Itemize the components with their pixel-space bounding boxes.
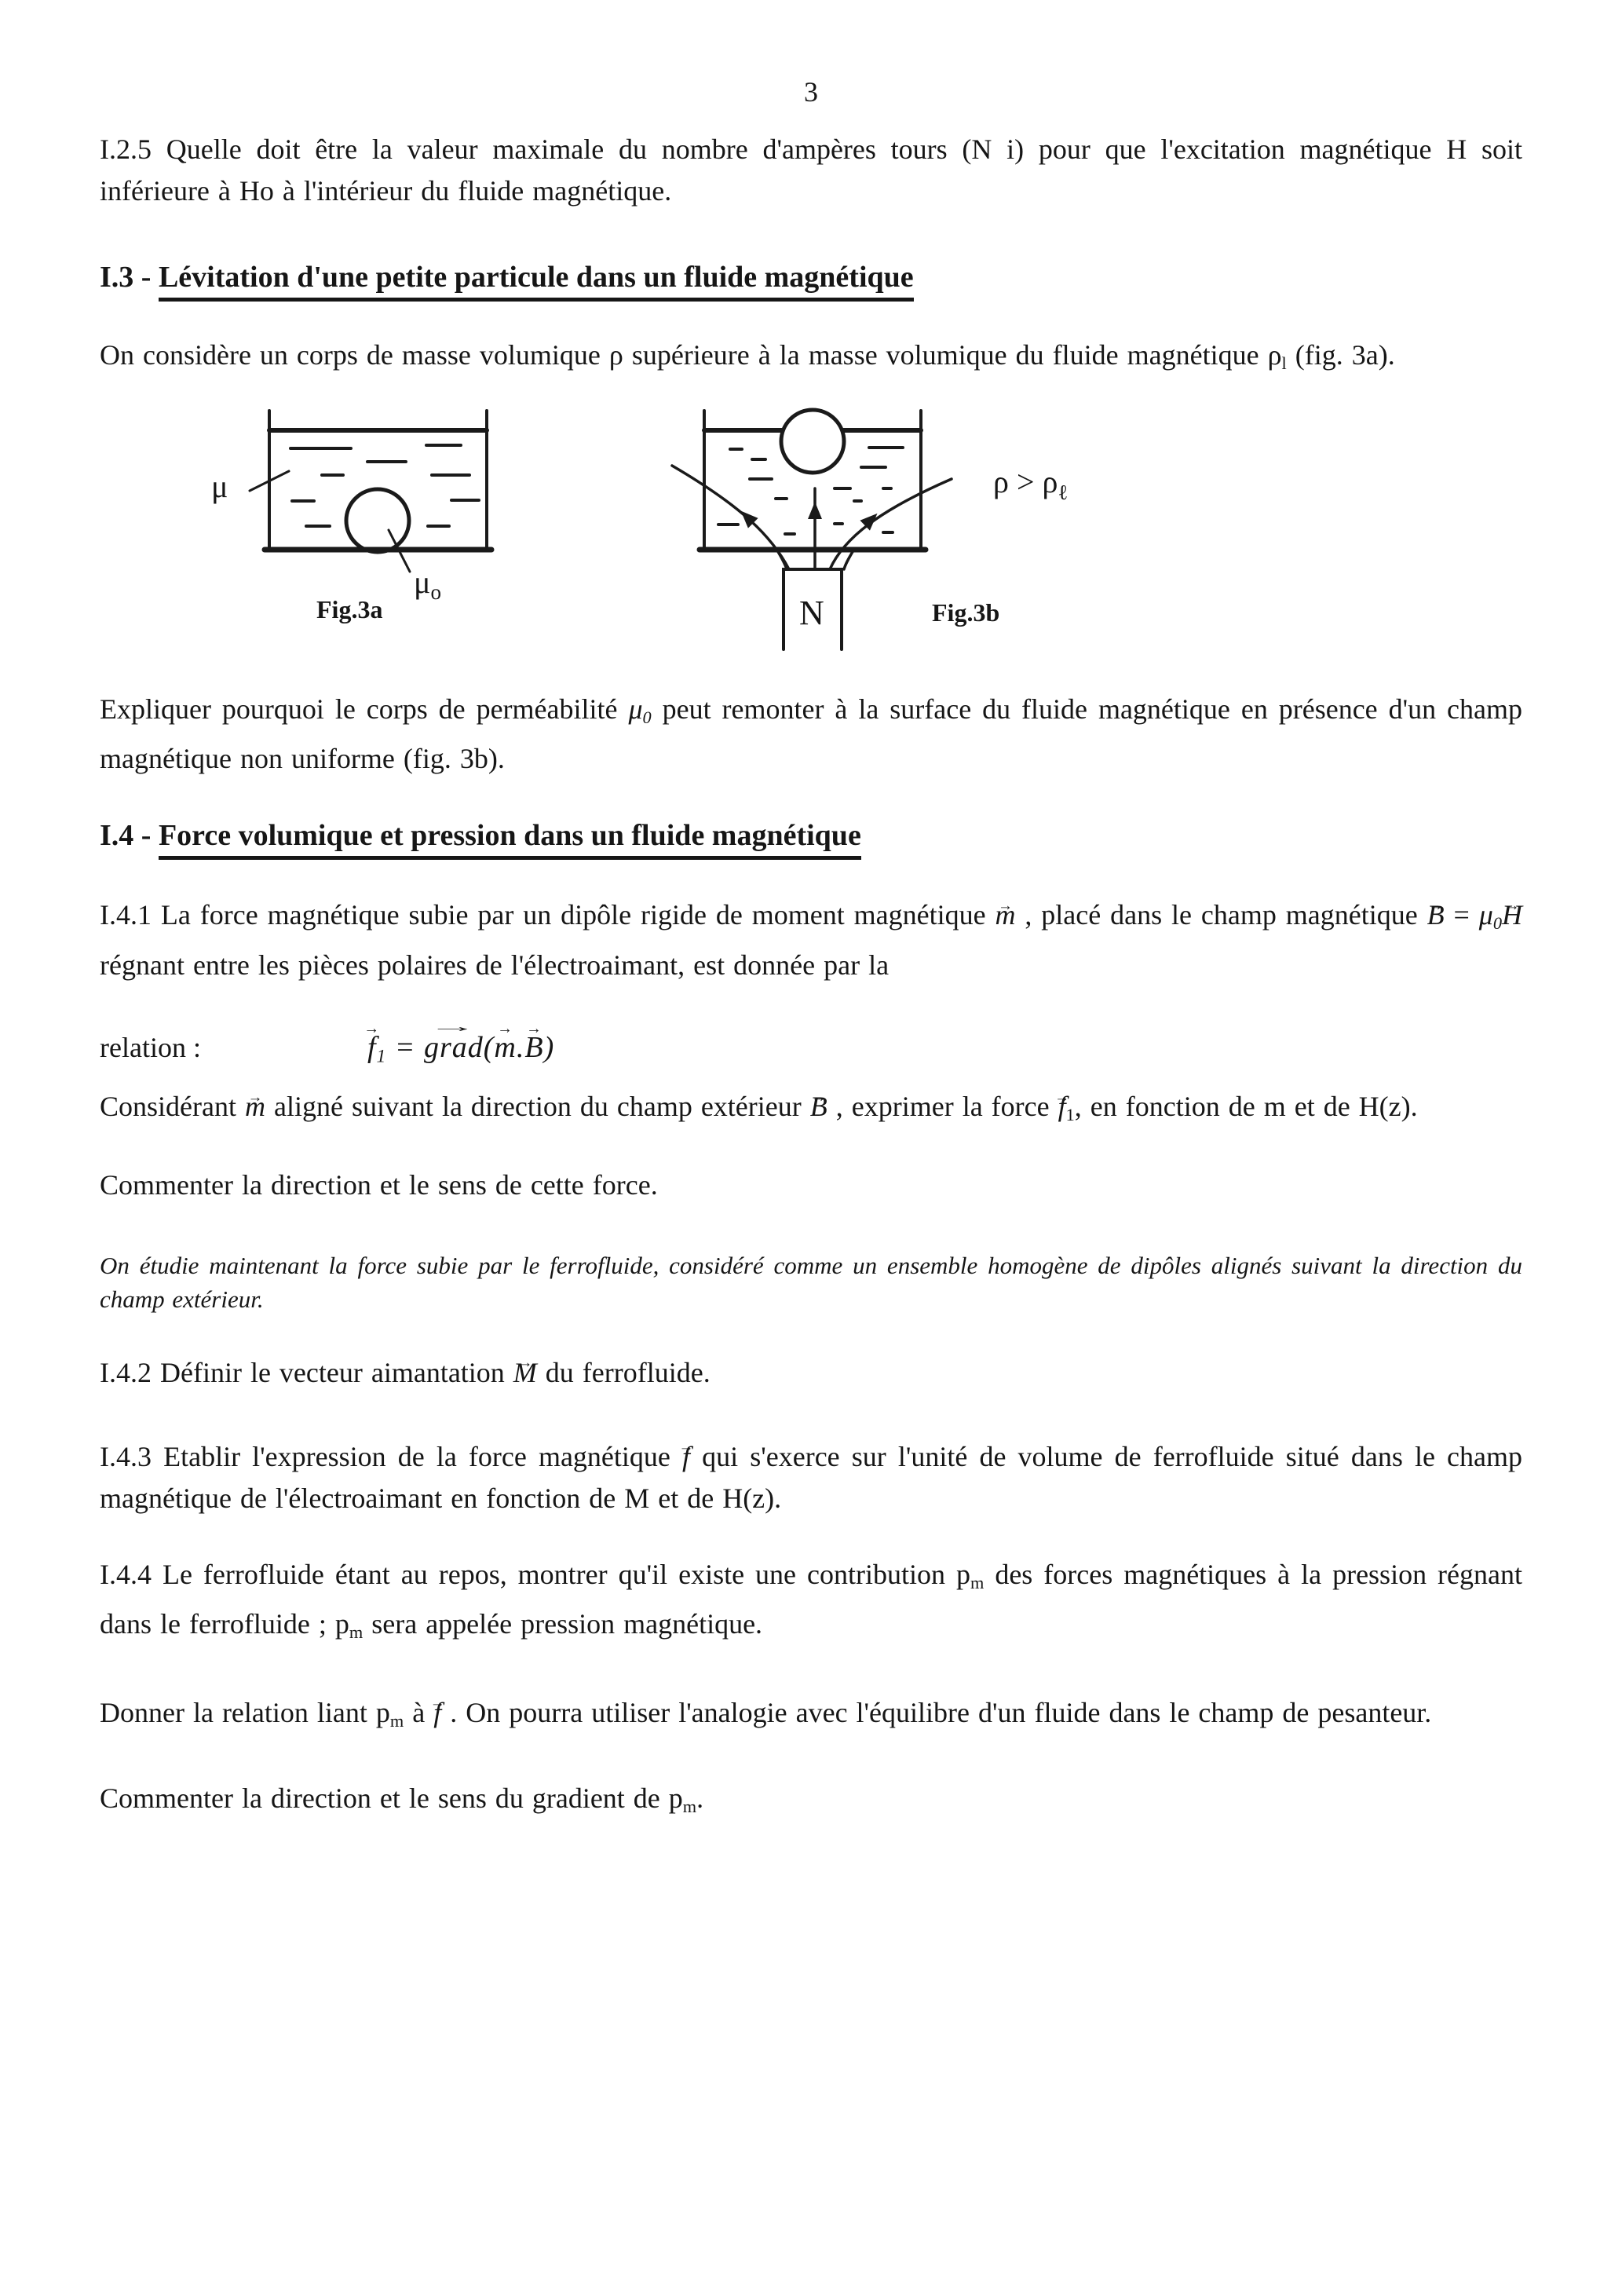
fig3b-caption: Fig.3b xyxy=(932,598,1000,627)
mu0-label: $\mu_o$ xyxy=(414,565,441,605)
figure-3-svg xyxy=(130,404,1111,681)
field-arrow-center xyxy=(808,502,822,519)
paragraph-i-2-5: I.2.5 Quelle doit être la valeur maximale du nombre d'ampères tours (N i) pour que l'excitation magnétique H soit inférieure à Ho à l'intérieur du fluide magnétique. xyxy=(100,133,1522,207)
figure-3 xyxy=(130,404,1522,681)
heading-i-3 xyxy=(100,258,1522,297)
paragraph-note-italique: On étudie maintenant la force subie par le ferrofluide, considéré comme un ensemble homogène de dipôles alignés suivant la direction du champ extérieur. xyxy=(100,1251,1522,1313)
relation-formula: f →1 = grad →(m →.B →) xyxy=(367,1030,554,1068)
relation-label: relation : xyxy=(100,1031,201,1063)
heading-i-3-prefix: I.3 - xyxy=(100,261,159,294)
paragraph-on-considere: On considère un corps de masse volumique ρ supérieure à la masse volumique du fluide magnétique ρl (fig. 3a). xyxy=(100,339,1395,374)
page-number: 3 xyxy=(804,76,818,108)
heading-i-3-title: Lévitation d'une petite particule dans un fluide magnétique xyxy=(159,261,914,302)
paragraph-i-4-4: I.4.4 Le ferrofluide étant au repos, montrer qu'il existe une contribution pm des forces magnétiques à la pression régnant dans le ferrofluide ; pm sera appelée pression magnétique. xyxy=(100,1558,1522,1642)
mu-label: μ xyxy=(211,469,228,505)
rho-inequality-label: $\rho > \rho_\ell$ xyxy=(993,464,1069,505)
paragraph-commenter-gradient: Commenter la direction et le sens du gradient de pm. xyxy=(100,1782,704,1817)
paragraph-i-4-2: I.4.2 Définir le vecteur aimantation M → du ferrofluide. xyxy=(100,1352,1522,1394)
heading-i-4-prefix: I.4 - xyxy=(100,819,159,853)
fig3a-caption: Fig.3a xyxy=(316,595,383,624)
paragraph-expliquer: Expliquer pourquoi le corps de perméabilité μ0 peut remonter à la surface du fluide magnétique en présence d'un champ magnétique non uniforme (fig. 3b). xyxy=(100,693,1522,775)
paragraph-i-4-3: I.4.3 Etablir l'expression de la force magnétique f → qui s'exerce sur l'unité de volume de ferrofluide situé dans le champ magnétique de l'électroaimant en fonction de M et de H(z). xyxy=(100,1436,1522,1519)
paragraph-i-4-1: I.4.1 La force magnétique subie par un dipôle rigide de moment magnétique m → , placé dans le champ magnétique B → = μ0H → régnant entre les pièces polaires de l'électroaimant, est donnée par la xyxy=(100,894,1522,985)
relation-line xyxy=(100,1030,1522,1068)
paragraph-considerant: Considérant m → aligné suivant la direction du champ extérieur B → , exprimer la force f →1, en fonction de m et de H(z). xyxy=(100,1086,1522,1135)
paragraph-commenter-force: Commenter la direction et le sens de cette force. xyxy=(100,1168,658,1201)
beaker-3a xyxy=(250,411,491,572)
north-pole-label: N xyxy=(799,594,824,633)
fluid-dashes-3a xyxy=(290,445,479,526)
heading-i-4-title: Force volumique et pression dans un fluide magnétique xyxy=(159,819,861,860)
particle-circle-3a xyxy=(346,489,409,552)
paragraph-donner-relation: Donner la relation liant pm à f → . On pourra utiliser l'analogie avec l'équilibre d'un fluide dans le champ de pesanteur. xyxy=(100,1687,1522,1746)
particle-circle-3b xyxy=(781,410,844,473)
heading-i-4 xyxy=(100,816,1522,855)
field-lines xyxy=(672,466,952,569)
